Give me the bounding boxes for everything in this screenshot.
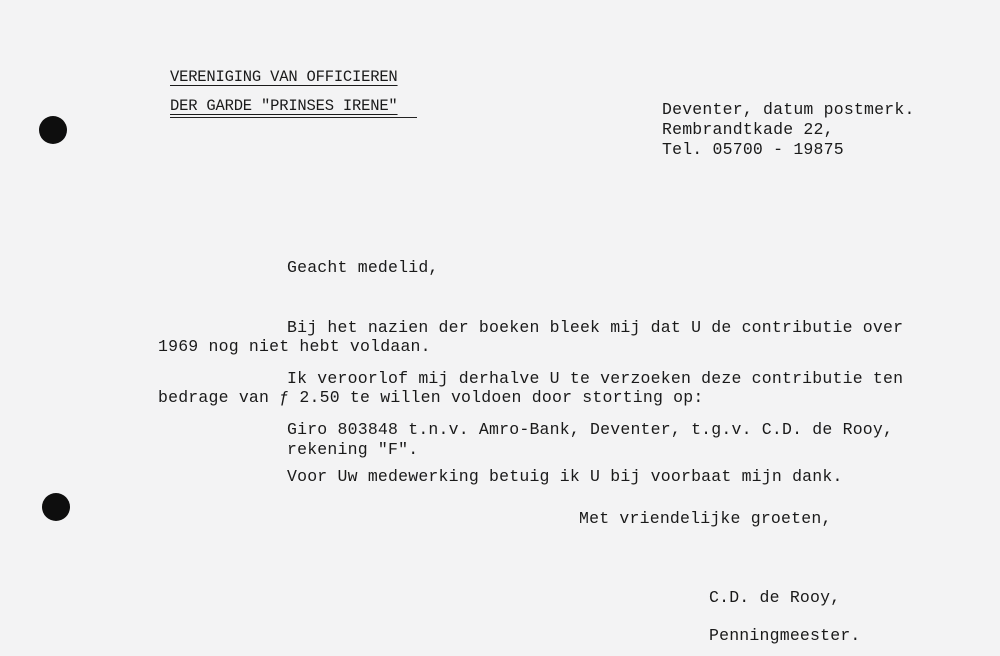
letterhead-line-1: VERENIGING VAN OFFICIEREN (170, 68, 398, 86)
address-line-3: Tel. 05700 - 19875 (662, 140, 844, 159)
paragraph-2-line-2: bedrage van ƒ 2.50 te willen voldoen door storting op: (158, 388, 704, 407)
paragraph-1-line-1: Bij het nazien der boeken bleek mij dat U de contributie over (287, 318, 904, 337)
signature-name: C.D. de Rooy, (709, 588, 841, 607)
signature-title: Penningmeester. (709, 626, 861, 645)
paragraph-3-line-1: Giro 803848 t.n.v. Amro-Bank, Deventer, t.g.v. C.D. de Rooy, (287, 420, 894, 439)
address-line-2: Rembrandtkade 22, (662, 120, 834, 139)
address-line-1: Deventer, datum postmerk. (662, 100, 915, 119)
punch-hole-bottom (42, 493, 70, 521)
letterhead-line-2: DER GARDE "PRINSES IRENE" (170, 97, 398, 115)
paragraph-1-line-2: 1969 nog niet hebt voldaan. (158, 337, 431, 356)
paragraph-3-line-2: rekening "F". (287, 440, 419, 459)
paragraph-2-line-1: Ik veroorlof mij derhalve U te verzoeken deze contributie ten (287, 369, 904, 388)
letterhead-double-underline (170, 117, 417, 118)
punch-hole-top (39, 116, 67, 144)
closing-greeting: Met vriendelijke groeten, (579, 509, 832, 528)
salutation: Geacht medelid, (287, 258, 439, 277)
paragraph-4: Voor Uw medewerking betuig ik U bij voorbaat mijn dank. (287, 467, 843, 486)
